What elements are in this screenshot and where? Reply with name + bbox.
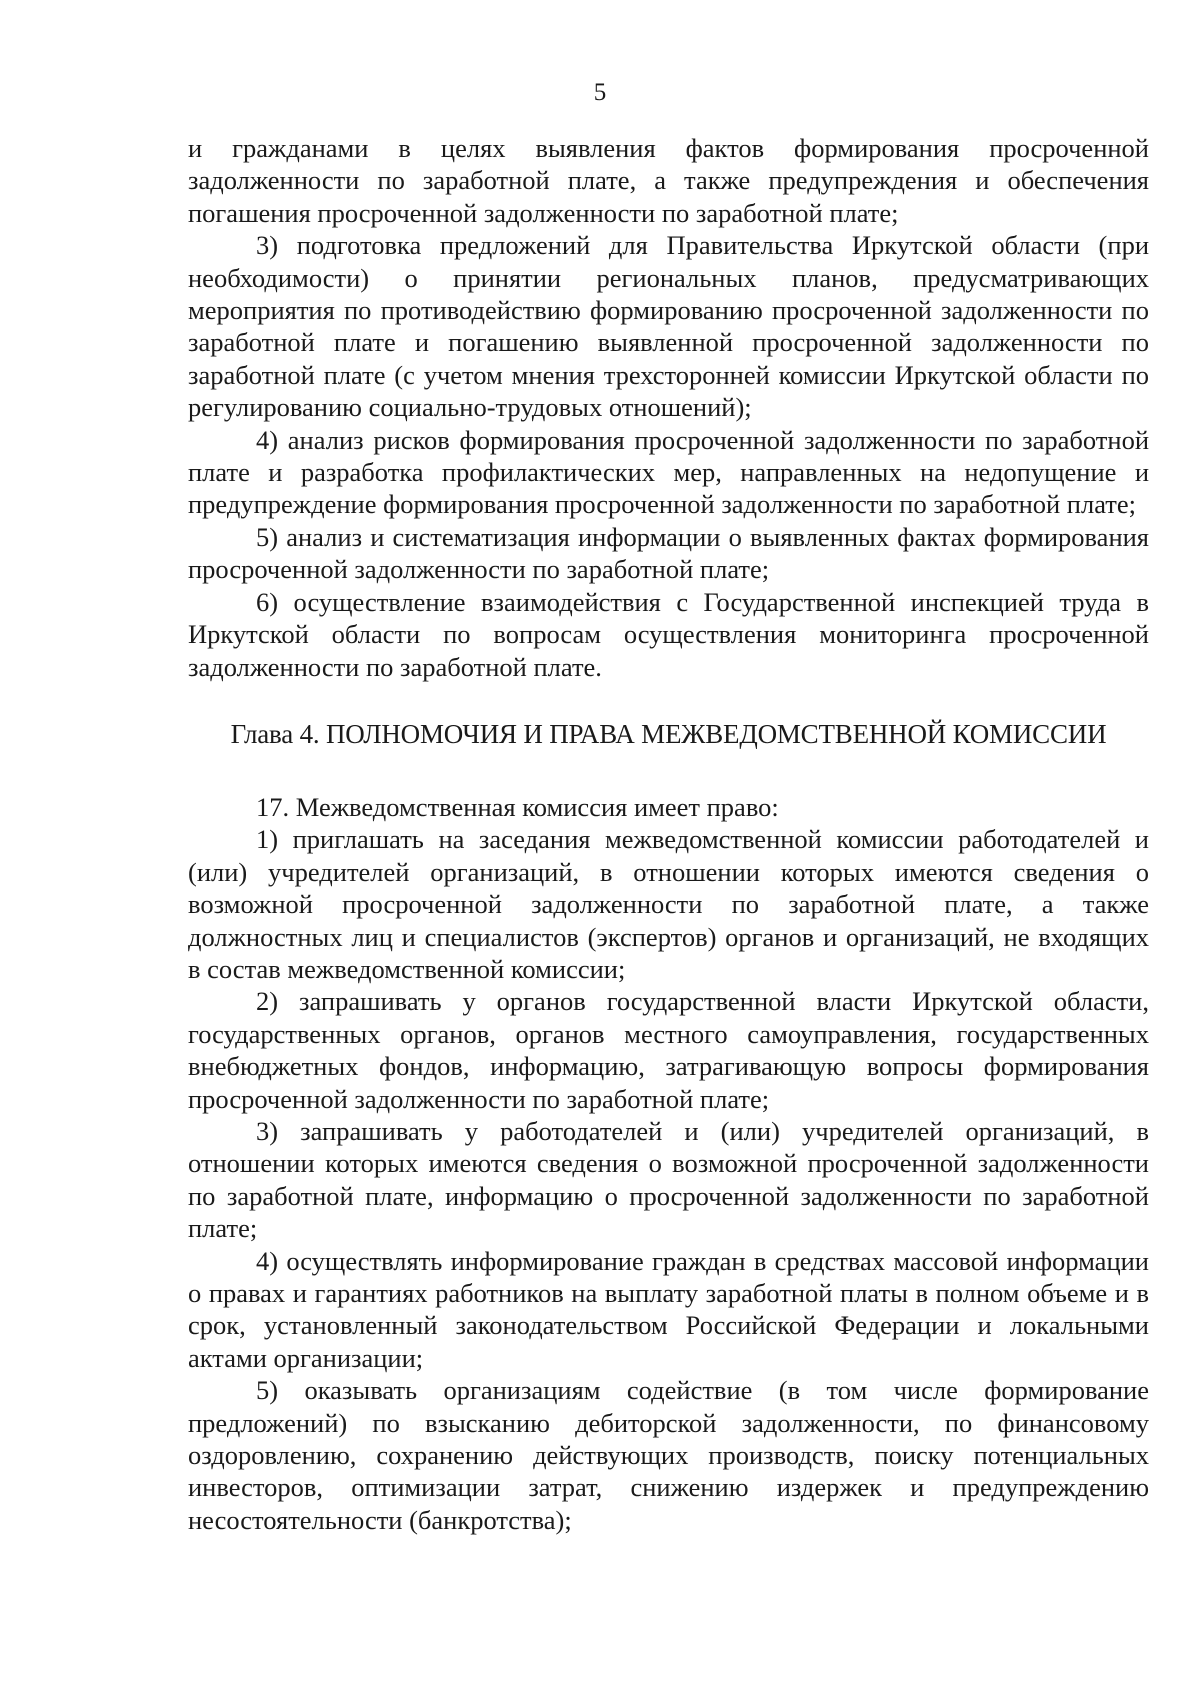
page-number: 5 [593, 79, 607, 106]
paragraph-right-5: 5) оказывать организациям содействие (в том числе формирование предложений) по взысканию дебиторской задолженности, по финансовому оздоровлению, сохранению действующих производств, поиску потенциальных инвесторов, оптимизации затрат, снижению издержек и предупреждению несостоятельности (банкротства); [188, 1375, 1149, 1535]
paragraph-right-2: 2) запрашивать у органов государственной власти Иркутской области, государственных органов, органов местного самоуправления, государственных внебюджетных фондов, информацию, затрагивающую вопросы формирования просроченной задолженности по заработной плате; [188, 986, 1149, 1114]
paragraph-17-intro: 17. Межведомственная комиссия имеет право: [256, 791, 779, 822]
paragraph-right-4: 4) осуществлять информирование граждан в средствах массовой информации о правах и гарантиях работников на выплату заработной платы в полном объеме и в срок, установленный законодательством Российской Федерации и локальными актами организации; [188, 1245, 1149, 1373]
document-body [188, 132, 1149, 1536]
chapter-heading: Глава 4. ПОЛНОМОЧИЯ И ПРАВА МЕЖВЕДОМСТВЕННОЙ КОМИССИИ [230, 718, 1107, 749]
paragraph-right-3: 3) запрашивать у работодателей и (или) учредителей организаций, в отношении которых имеются сведения о возможной просроченной задолженности по заработной плате, информацию о просроченной задолженности по заработной плате; [188, 1115, 1149, 1244]
paragraph-item-3: 3) подготовка предложений для Правительства Иркутской области (при необходимости) о принятии региональных планов, предусматривающих мероприятия по противодействию формированию просроченной задолженности по заработной плате и погашению выявленной просроченной задолженности по заработной плате (с учетом мнения трехсторонней комиссии Иркутской области по регулированию социально-трудовых отношений); [188, 230, 1149, 423]
paragraph-right-1: 1) приглашать на заседания межведомственной комиссии работодателей и (или) учредителей организаций, в отношении которых имеются сведения о возможной просроченной задолженности по заработной плате, а также должностных лиц и специалистов (экспертов) органов и организаций, не входящих в состав межведомственной комиссии; [188, 824, 1149, 984]
paragraph-item-5: 5) анализ и систематизация информации о выявленных фактах формирования просроченной задолженности по заработной плате; [188, 521, 1149, 585]
paragraph-continuation: и гражданами в целях выявления фактов формирования просроченной задолженности по заработной плате, а также предупреждения и обеспечения погашения просроченной задолженности по заработной плате; [188, 133, 1149, 228]
paragraph-item-4: 4) анализ рисков формирования просроченной задолженности по заработной плате и разработка профилактических мер, направленных на недопущение и предупреждение формирования просроченной задолженности по заработной плате; [188, 424, 1149, 520]
paragraph-item-6: 6) осуществление взаимодействия с Государственной инспекцией труда в Иркутской области по вопросам осуществления мониторинга просроченной задолженности по заработной плате. [188, 586, 1149, 682]
